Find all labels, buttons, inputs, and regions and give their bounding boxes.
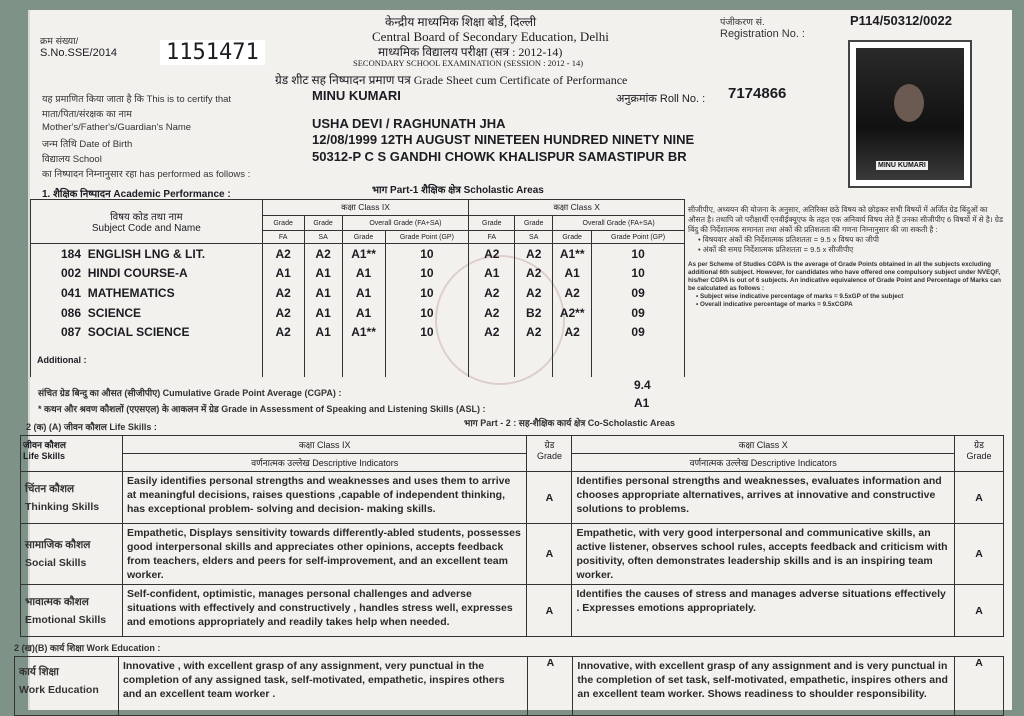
class10-grade: A [955, 472, 1004, 524]
reg-label: Registration No. : [720, 28, 805, 40]
grade-sub-header: Grade [553, 231, 592, 244]
class10-grade-cell: A1 [469, 263, 515, 283]
class10-grade-cell: A2 [515, 322, 553, 342]
certify-label: यह प्रमाणित किया जाता है कि This is to certify that [42, 94, 232, 105]
class10-grade-cell: 09 [592, 303, 685, 323]
class9-grade-cell: A1** [342, 322, 385, 342]
class10-indicator: Identifies personal strengths and weaknesses, evaluates information and chooses appropriate alternatives, arrives at innovative and constructive solutions to problems. [572, 472, 955, 524]
life-skill-row [21, 524, 1004, 585]
skill-name-hi: सामाजिक कौशल [25, 539, 91, 551]
subject-code: 086 [61, 305, 82, 320]
class9-grade-cell: 10 [385, 322, 469, 342]
class9-indicator: Self-confident, optimistic, manages personal challenges and adverse situations with effectively and constructively , handles stress well, expresses and emotions appropriately and readily takes help when needed. [122, 585, 527, 637]
skill-name: Emotional Skills [25, 613, 107, 626]
skill-name-hi: चिंतन कौशल [25, 482, 75, 495]
class9-grade-cell: A1 [304, 322, 342, 342]
class9-grade-cell: 10 [385, 283, 469, 303]
performed-label: का निष्पादन निम्नानुसार रहा has performed as follows : [42, 169, 251, 180]
notes-english: As per Scheme of Studies CGPA is the average of Grade Points obtained in all the subjects excluding additional 6th subject. However, for candidates who have offered one compulsory subject under NVEQF, his/her CGPA is out of 6 subjects. An indicative equivalence of Grade Point and Percentage of Marks can be calculated as follows : [688, 261, 1001, 292]
class9-grade-cell: 10 [385, 244, 469, 264]
subject-name: ENGLISH LNG & LIT. [87, 246, 206, 261]
class9-grade-cell: A1 [304, 303, 342, 323]
parent-value: USHA DEVI / RAGHUNATH JHA [312, 116, 506, 131]
cgpa-notes [688, 205, 1003, 309]
certificate-title: ग्रेड शीट सह निष्पादन प्रमाण पत्र Grade Sheet cum Certificate of Performance [275, 73, 628, 87]
class10-grade-cell: A2 [515, 263, 553, 283]
class9-grade-cell: A2 [262, 303, 304, 323]
class10-grade-cell: 09 [592, 322, 685, 342]
life-skills-label: 2 (क) (A) जीवन कौशल Life Skills : [26, 422, 157, 432]
class10-grade-cell: A1** [553, 244, 592, 264]
grade-sub-header: Grade [342, 231, 385, 244]
roll-label: अनुक्रमांक Roll No. : [616, 93, 706, 105]
class10-grade-cell: A2 [515, 244, 553, 264]
subject-code: 184 [61, 246, 82, 261]
subject-code: 087 [61, 325, 82, 340]
class9-grade-cell: A1 [304, 283, 342, 303]
roll-value: 7174866 [728, 85, 787, 102]
cgpa-value: 9.4 [634, 378, 651, 392]
parent-label: Mother's/Father's/Guardian's Name [42, 122, 192, 133]
grade-header: Grade [536, 451, 562, 461]
class9-indicator: Innovative , with excellent grasp of any assignment, very punctual in the completion of any assigned task, self-motivated, empathetic, inspires others and an excellent team worker . [118, 657, 528, 716]
skill-name: Social Skills [25, 557, 87, 569]
notes-hindi-bullet: • अंकों की समग्र निर्देशात्मक प्रतिशतता = 9.5 x सीजीपीए [698, 245, 854, 254]
school-label: विद्यालय School [42, 154, 102, 165]
grade-header: Grade [515, 216, 553, 231]
subject-code: 041 [61, 285, 82, 300]
class10-header: कक्षा Class X [469, 200, 685, 216]
class9-grade-cell: A1 [342, 263, 385, 283]
grade-header: Grade [262, 216, 304, 231]
subject-row [31, 322, 685, 342]
grade-header-hi: ग्रेड [974, 440, 984, 450]
class10-grade: A [955, 585, 1004, 637]
notes-bullet: • Subject wise indicative percentage of marks = 9.5xGP of the subject [696, 293, 904, 300]
class9-grade-cell: A2 [262, 244, 304, 264]
skill-name: Thinking Skills [25, 500, 100, 513]
class10-grade-cell: 09 [592, 283, 685, 303]
life-skill-row [21, 472, 1004, 524]
work-education-row: कार्य शिक्षा Work Education Innovative , with excellent grasp of any assignment, very punctual in the completion of any assigned task, self-motivated, empathetic, inspires others and an excellent team worker . A Innovative, with excellent grasp of any assignment and is very punctual in the completion of set task, self-motivated, empathetic, inspires others and an excellent team worker. Shows readiness to shoulder responsibility. A [15, 657, 1004, 716]
subject-row [31, 263, 685, 283]
grade-header: Grade [966, 451, 992, 461]
skill-name-hi: भावात्मक कौशल [25, 595, 89, 608]
class10-grade-cell: A2 [553, 283, 592, 303]
fa-header: FA [262, 231, 304, 244]
subject-code: 002 [61, 266, 82, 281]
class10-grade-cell: 10 [592, 244, 685, 264]
board-name: Central Board of Secondary Education, Delhi [372, 29, 609, 44]
class9-grade-cell: A2 [262, 322, 304, 342]
class9-grade-cell: A1 [262, 263, 304, 283]
class9-grade-cell: A1** [342, 244, 385, 264]
class10-indicator: Innovative, with excellent grasp of any assignment and is very punctual in the completion of set task, self-motivated, empathetic, inspires others and an excellent team worker. Shows readiness to shoulder responsibility. [573, 657, 955, 716]
class9-grade-cell: A2 [304, 244, 342, 264]
sno-value: 1151471 [160, 40, 265, 65]
subject-name: SOCIAL SCIENCE [87, 325, 190, 340]
student-name: MINU KUMARI [312, 88, 401, 103]
photo-caption: MINU KUMARI [878, 162, 926, 169]
student-photo [848, 40, 972, 188]
dob-value: 12/08/1999 12TH AUGUST NINETEEN HUNDRED NINETY NINE [312, 132, 695, 147]
notes-bullet: • Overall indicative percentage of marks = 9.5xCGPA [696, 301, 853, 308]
grade-header-hi: ग्रेड [544, 440, 555, 450]
class10-header: कक्षा Class X [572, 436, 955, 454]
class9-grade: A [527, 524, 572, 585]
class10-grade: A [955, 657, 1004, 716]
sa-header: SA [304, 231, 342, 244]
fa-header: FA [469, 231, 515, 244]
board-hi: केन्द्रीय माध्यमिक शिक्षा बोर्ड, दिल्ली [385, 15, 537, 29]
class10-grade-cell: A2** [553, 303, 592, 323]
class9-indicator: Empathetic, Displays sensitivity towards differently-abled students, possesses good interpersonal skills and appreciates other opinions, accepts feedback from teachers, elders and peers for self-improvement, and an excellent team worker. [122, 524, 527, 585]
asl-value: A1 [634, 396, 650, 410]
class9-grade: A [527, 472, 572, 524]
class9-grade-cell: A1 [304, 263, 342, 283]
desc-header: वर्णनात्मक उल्लेख Descriptive Indicators [572, 454, 955, 472]
grade-header: Grade [304, 216, 342, 231]
sno-label: S.No.SSE/2014 [40, 47, 118, 59]
class9-grade-cell: A1 [342, 303, 385, 323]
dob-label: जन्म तिथि Date of Birth [42, 139, 133, 150]
class10-indicator: Identifies the causes of stress and manages adverse situations effectively . Expresses emotions appropriately. [572, 585, 955, 637]
class9-grade: A [528, 657, 573, 716]
gp-header: Grade Point (GP) [592, 231, 685, 244]
class10-grade-cell: A2 [469, 244, 515, 264]
sa-header: SA [515, 231, 553, 244]
class9-header: कक्षा Class IX [122, 436, 527, 454]
part2-label: भाग Part - 2 : सह-शैक्षिक कार्य क्षेत्र Co-Scholastic Areas [464, 418, 675, 428]
subject-name: SCIENCE [87, 305, 142, 320]
life-header-hi: जीवन कौशल [23, 440, 66, 450]
grade-header: Grade [469, 216, 515, 231]
class9-indicator: Easily identifies personal strengths and weaknesses and uses them to arrive at meaningful decisions, raises questions ,capable of independent thinking, has exceptional problem- solving and decision- making skills. [122, 472, 527, 524]
class10-grade-cell: B2 [515, 303, 553, 323]
class10-grade-cell: A1 [553, 263, 592, 283]
class10-grade-cell: A2 [515, 283, 553, 303]
subject-row [31, 283, 685, 303]
class9-grade-cell: 10 [385, 263, 469, 283]
notes-hindi-bullet: • विषयवार अंकों की निर्देशात्मक प्रतिशतता = 9.5 x विषय का जीपी [698, 235, 879, 244]
part1-label: भाग Part-1 शैक्षिक क्षेत्र Scholastic Areas [372, 185, 544, 196]
work-education-table [14, 656, 1004, 716]
subject-name: HINDI COURSE-A [87, 266, 188, 281]
exam-hi: माध्यमिक विद्यालय परीक्षा (सत्र : 2012-14) [378, 45, 563, 59]
overall-header: Overall Grade (FA+SA) [342, 216, 469, 231]
class10-indicator: Empathetic, with very good interpersonal and communicative skills, an active listener, observes school rules, accepts feedback and criticism with positivity, often demonstrates leadership skills and is an inspiring team worker. [572, 524, 955, 585]
additional-label: Additional : [31, 342, 263, 377]
subject-header: Subject Code and Name [91, 223, 201, 235]
reg-label-hi: पंजीकरण सं. [720, 17, 765, 28]
exam-name: SECONDARY SCHOOL EXAMINATION (SESSION : 2012 - 14) [353, 58, 584, 68]
life-skills-table [20, 435, 1004, 637]
class9-grade-cell: A1 [342, 283, 385, 303]
subject-name: MATHEMATICS [87, 285, 175, 300]
class10-grade-cell: A2 [553, 322, 592, 342]
class9-grade-cell: 10 [385, 303, 469, 323]
life-header: Life Skills [23, 451, 66, 461]
parent-label-hi: माता/पिता/संरक्षक का नाम [42, 109, 132, 120]
notes-hindi: सीजीपीए, अध्ययन की योजना के अनुसार, अतिरिक्त छठे विषय को छोड़कर सभी विषयों में अर्जित ग्रेड बिंदुओं का औसत है। तथापि जो परीक्षार्थी एनवीईक्यूएफ के तहत एक अनिवार्य विषय लेते हैं उनका सीजीपीए 6 विषयों में से है। ग्रेड बिंदु की निर्देशात्मक समानता तथा अंकों की प्रतिशतता की गणना निम्नानुसार की जा सकती है : [688, 205, 1003, 234]
subject-row [31, 303, 685, 323]
cgpa-label: संचित ग्रेड बिन्दु का औसत (सीजीपीए) Cumulative Grade Point Average (CGPA) : [38, 388, 342, 398]
gp-header: Grade Point (GP) [385, 231, 469, 244]
subject-header-hi: विषय कोड तथा नाम [110, 212, 183, 224]
scholastic-table [30, 199, 685, 377]
sno-label-hi: क्रम संख्या/ [40, 36, 79, 47]
school-value: 50312-P C S GANDHI CHOWK KHALISPUR SAMASTIPUR BR [312, 149, 687, 164]
desc-header: वर्णनात्मक उल्लेख Descriptive Indicators [122, 454, 527, 472]
class10-grade-cell: A2 [469, 322, 515, 342]
class10-grade: A [955, 524, 1004, 585]
class9-grade-cell: A2 [262, 283, 304, 303]
work-education-label: 2 (ख)(B) कार्य शिक्षा Work Education : [14, 643, 161, 653]
life-skill-row [21, 585, 1004, 637]
class10-grade-cell: A2 [469, 283, 515, 303]
asl-label: * कथन और श्रवण कौशलों (एएसएल) के आकलन में ग्रेड Grade in Assessment of Speaking and Listening Skills (ASL) : [38, 404, 486, 414]
class9-grade: A [527, 585, 572, 637]
reg-value: P114/50312/0022 [850, 13, 952, 28]
overall-header: Overall Grade (FA+SA) [553, 216, 685, 231]
academic-section-label: 1. शैक्षिक निष्पादन Academic Performance : [42, 189, 231, 200]
class10-grade-cell: 10 [592, 263, 685, 283]
subject-row [31, 244, 685, 264]
class9-header: कक्षा Class IX [262, 200, 469, 216]
class10-grade-cell: A2 [469, 303, 515, 323]
